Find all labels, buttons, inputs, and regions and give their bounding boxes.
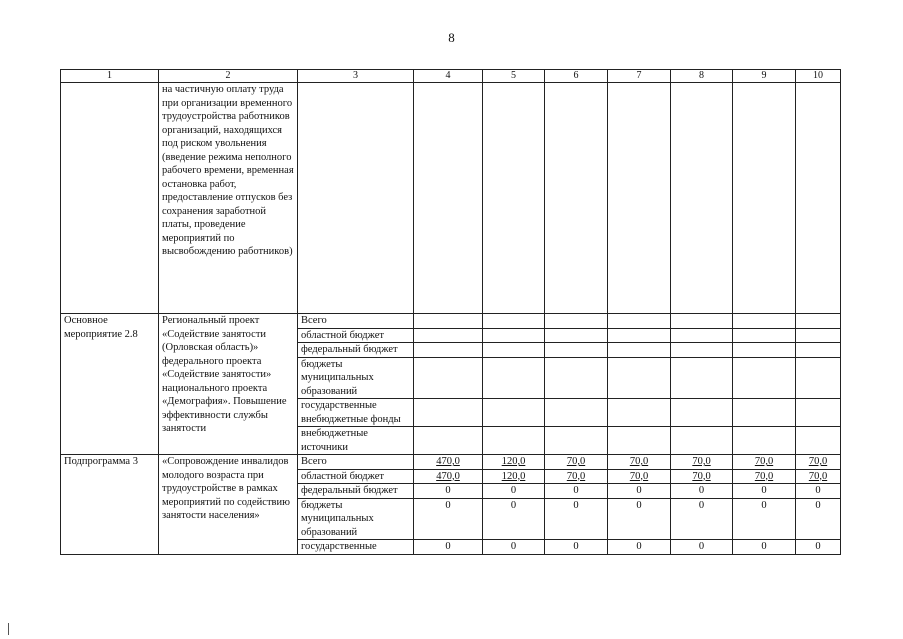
empty-cell — [414, 83, 483, 314]
funding-source: федеральный бюджет — [298, 343, 414, 358]
empty-cell — [545, 83, 608, 314]
funding-amount — [545, 399, 608, 427]
funding-amount — [671, 314, 733, 329]
funding-amount — [608, 427, 671, 455]
subprogram-description: «Сопровождение инвалидов молодого возраста при трудоустройстве в рамках мероприятий по содействию занятости населения» — [159, 455, 298, 555]
funding-amount: 0 — [608, 484, 671, 499]
column-number: 5 — [483, 70, 545, 83]
scan-mark — [8, 623, 9, 635]
empty-cell — [671, 83, 733, 314]
funding-amount: 470,0 — [414, 455, 483, 470]
page-number: 8 — [448, 30, 455, 45]
funding-amount: 0 — [414, 540, 483, 555]
empty-cell — [796, 83, 841, 314]
funding-amount: 470,0 — [414, 469, 483, 484]
funding-amount — [796, 427, 841, 455]
funding-amount — [608, 343, 671, 358]
funding-source: Всего — [298, 314, 414, 329]
funding-source: Всего — [298, 455, 414, 470]
funding-amount: 0 — [483, 498, 545, 540]
empty-cell — [61, 83, 159, 314]
funding-amount: 0 — [483, 540, 545, 555]
funding-amount: 70,0 — [671, 469, 733, 484]
column-number: 7 — [608, 70, 671, 83]
funding-amount: 0 — [608, 498, 671, 540]
subprogram-name: Подпрограмма 3 — [61, 455, 159, 555]
funding-amount — [414, 314, 483, 329]
funding-source: федеральный бюджет — [298, 484, 414, 499]
measure-description: Региональный проект «Содействие занятости (Орловская область)» федерального проекта «Содействие занятости» национального проекта «Демография». Повышение эффективности службы занятости — [159, 314, 298, 455]
column-number: 9 — [733, 70, 796, 83]
funding-amount — [796, 314, 841, 329]
funding-amount: 120,0 — [483, 469, 545, 484]
column-number: 8 — [671, 70, 733, 83]
funding-amount — [545, 328, 608, 343]
funding-amount: 120,0 — [483, 455, 545, 470]
funding-amount — [414, 328, 483, 343]
funding-amount: 70,0 — [608, 469, 671, 484]
funding-amount: 0 — [796, 540, 841, 555]
funding-amount — [733, 343, 796, 358]
funding-amount: 70,0 — [671, 455, 733, 470]
funding-amount: 70,0 — [545, 455, 608, 470]
column-number: 2 — [159, 70, 298, 83]
funding-amount — [608, 357, 671, 399]
column-number: 3 — [298, 70, 414, 83]
funding-amount: 0 — [671, 484, 733, 499]
funding-amount — [483, 427, 545, 455]
column-number: 6 — [545, 70, 608, 83]
funding-amount: 70,0 — [733, 469, 796, 484]
funding-amount: 0 — [796, 498, 841, 540]
funding-source: бюджеты муниципальных образований — [298, 498, 414, 540]
funding-amount — [733, 314, 796, 329]
funding-amount: 0 — [671, 498, 733, 540]
funding-amount: 0 — [545, 484, 608, 499]
continuation-row — [61, 83, 841, 314]
funding-source: государственные внебюджетные фонды — [298, 399, 414, 427]
funding-source: областной бюджет — [298, 328, 414, 343]
funding-amount — [414, 399, 483, 427]
funding-amount — [608, 314, 671, 329]
empty-cell — [608, 83, 671, 314]
funding-amount — [796, 399, 841, 427]
funding-amount: 0 — [796, 484, 841, 499]
funding-amount: 0 — [545, 498, 608, 540]
funding-amount — [545, 314, 608, 329]
funding-amount: 0 — [608, 540, 671, 555]
funding-amount: 0 — [733, 498, 796, 540]
funding-amount — [796, 343, 841, 358]
funding-source: областной бюджет — [298, 469, 414, 484]
budget-row — [61, 314, 841, 329]
funding-amount — [671, 399, 733, 427]
funding-amount: 70,0 — [545, 469, 608, 484]
funding-amount: 70,0 — [796, 469, 841, 484]
funding-amount: 0 — [733, 484, 796, 499]
funding-amount — [414, 427, 483, 455]
funding-amount — [671, 427, 733, 455]
measure-name: Основное мероприятие 2.8 — [61, 314, 159, 455]
funding-amount — [483, 314, 545, 329]
funding-amount — [545, 357, 608, 399]
funding-amount — [483, 357, 545, 399]
funding-amount: 70,0 — [733, 455, 796, 470]
budget-table — [60, 69, 841, 555]
funding-amount: 70,0 — [796, 455, 841, 470]
funding-amount — [483, 399, 545, 427]
empty-cell — [733, 83, 796, 314]
funding-amount: 0 — [414, 498, 483, 540]
funding-amount: 0 — [733, 540, 796, 555]
funding-amount — [671, 328, 733, 343]
funding-amount — [671, 357, 733, 399]
budget-row — [61, 455, 841, 470]
column-number: 1 — [61, 70, 159, 83]
funding-amount — [733, 427, 796, 455]
funding-amount — [414, 343, 483, 358]
funding-amount — [608, 399, 671, 427]
funding-amount — [608, 328, 671, 343]
funding-amount — [483, 343, 545, 358]
column-number-header — [61, 70, 841, 83]
funding-amount — [733, 399, 796, 427]
funding-amount — [796, 357, 841, 399]
funding-amount: 0 — [545, 540, 608, 555]
funding-source: бюджеты муниципальных образований — [298, 357, 414, 399]
funding-amount — [671, 343, 733, 358]
continuation-text: на частичную оплату труда при организации временного трудоустройства работников организаций, находящихся под риском увольнения (введение режима неполного рабочего времени, временная остановка работ, предоставление отпусков без сохранения заработной платы, проведение мероприятий по высвобождению работников) — [159, 83, 298, 314]
column-number: 10 — [796, 70, 841, 83]
funding-amount: 70,0 — [608, 455, 671, 470]
funding-source: внебюджетные источники — [298, 427, 414, 455]
funding-amount: 0 — [671, 540, 733, 555]
funding-source: государственные — [298, 540, 414, 555]
funding-amount — [545, 427, 608, 455]
funding-amount: 0 — [414, 484, 483, 499]
column-number: 4 — [414, 70, 483, 83]
funding-amount — [733, 328, 796, 343]
funding-amount — [414, 357, 483, 399]
funding-amount: 0 — [483, 484, 545, 499]
funding-amount — [733, 357, 796, 399]
funding-amount — [545, 343, 608, 358]
funding-amount — [483, 328, 545, 343]
empty-cell — [483, 83, 545, 314]
empty-cell — [298, 83, 414, 314]
funding-amount — [796, 328, 841, 343]
